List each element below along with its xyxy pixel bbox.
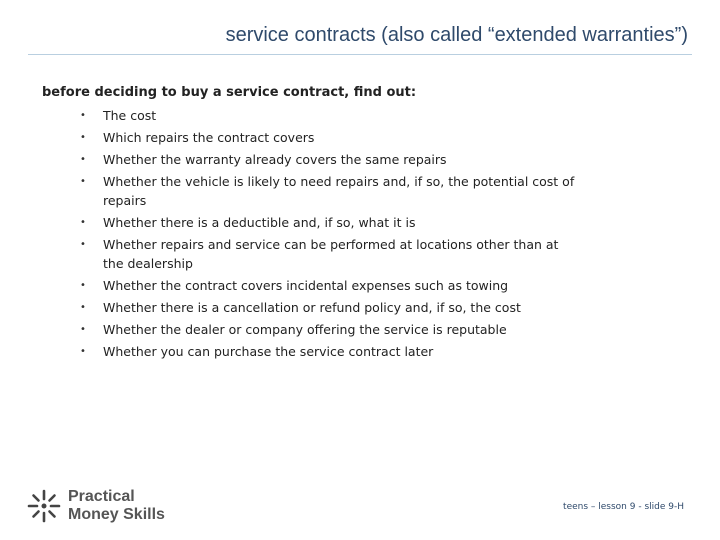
logo-wordmark (68, 488, 165, 524)
list-item: • Whether you can purchase the service contract later (80, 342, 580, 361)
logo-line-2: Money Skills (68, 506, 165, 523)
list-item: • Whether the warranty already covers the same repairs (80, 150, 580, 169)
intro-text: before deciding to buy a service contract, find out: (42, 85, 417, 100)
practical-money-skills-logo (26, 488, 165, 524)
list-item: • Whether repairs and service can be performed at locations other than at the dealership (80, 235, 580, 273)
list-item: • Whether there is a deductible and, if so, what it is (80, 213, 580, 232)
list-item: • Whether the contract covers incidental expenses such as towing (80, 276, 580, 295)
starburst-logo-icon (26, 488, 62, 524)
title-divider (28, 54, 692, 55)
slide-footer: teens – lesson 9 - slide 9-H (563, 502, 684, 512)
list-item: • Which repairs the contract covers (80, 128, 580, 147)
list-item: • Whether the vehicle is likely to need repairs and, if so, the potential cost of repairs (80, 172, 580, 210)
list-item: • The cost (80, 106, 580, 125)
list-item: • Whether the dealer or company offering the service is reputable (80, 320, 580, 339)
logo-line-1: Practical (68, 488, 135, 505)
bullet-list (80, 106, 580, 364)
list-item: • Whether there is a cancellation or refund policy and, if so, the cost (80, 298, 580, 317)
slide-title: service contracts (also called “extended warranties”) (225, 24, 688, 46)
